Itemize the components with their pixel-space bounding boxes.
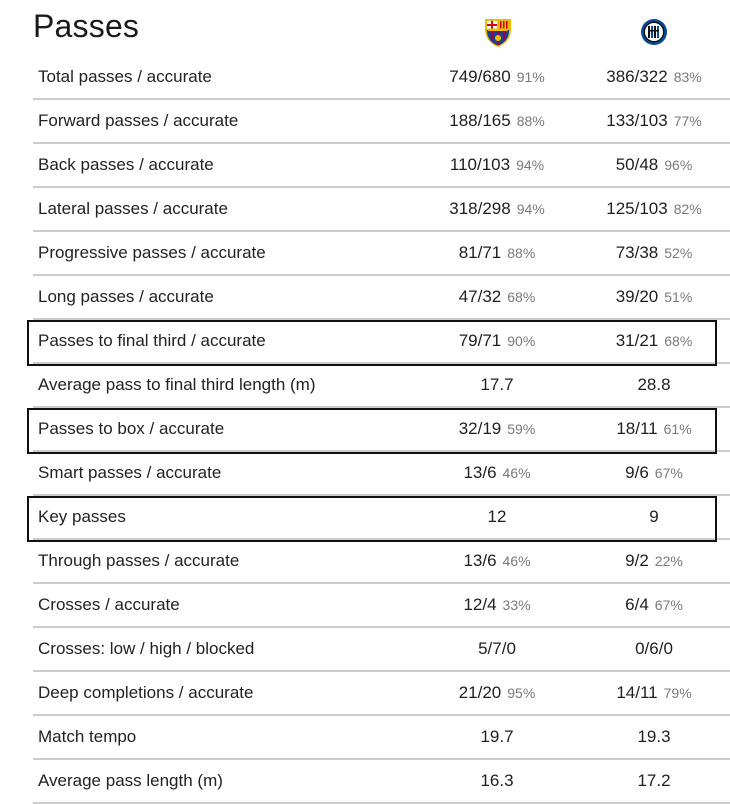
fc-barcelona-crest-icon xyxy=(483,16,513,53)
stat-label: Forward passes / accurate xyxy=(38,111,239,130)
stat-row xyxy=(33,364,730,408)
stat-label: Progressive passes / accurate xyxy=(38,243,266,262)
home-team-value xyxy=(417,188,577,230)
home-value-main: 5/7/0 xyxy=(478,639,516,658)
home-value-main: 12/4 xyxy=(463,595,497,614)
home-team-value xyxy=(417,628,577,670)
home-accuracy-percent: 94% xyxy=(516,201,545,217)
away-value-main: 9 xyxy=(649,507,659,526)
stat-row xyxy=(33,540,730,584)
stat-row xyxy=(33,452,730,496)
away-value-main: 31/21 xyxy=(615,331,659,350)
home-team-value xyxy=(417,716,577,758)
stat-label: Smart passes / accurate xyxy=(38,463,222,482)
home-value-main: 19.7 xyxy=(480,727,514,746)
away-value-main: 14/11 xyxy=(616,683,658,702)
away-value-main: 17.2 xyxy=(637,771,671,790)
home-team-value xyxy=(417,144,577,186)
away-team-value xyxy=(574,144,730,186)
stat-label: Passes to box / accurate xyxy=(38,419,225,438)
stat-label: Back passes / accurate xyxy=(38,155,214,174)
home-value-main: 32/19 xyxy=(458,419,502,438)
home-accuracy-percent: 88% xyxy=(507,245,536,261)
home-value-main: 110/103 xyxy=(449,155,511,174)
home-team-value xyxy=(417,232,577,274)
away-team-value xyxy=(574,628,730,670)
home-value-main: 749/680 xyxy=(449,67,511,86)
stat-label: Match tempo xyxy=(38,727,137,746)
home-team-value xyxy=(417,452,577,494)
inter-milan-crest-icon xyxy=(640,18,668,51)
home-accuracy-percent: 68% xyxy=(507,289,536,305)
home-accuracy-percent: 46% xyxy=(502,465,531,481)
away-accuracy-percent: 51% xyxy=(664,289,693,305)
away-accuracy-percent: 96% xyxy=(664,157,693,173)
home-value-main: 16.3 xyxy=(480,771,514,790)
stat-row xyxy=(33,716,730,760)
away-accuracy-percent: 68% xyxy=(664,333,693,349)
home-team-value xyxy=(417,100,577,142)
stat-row xyxy=(33,320,730,364)
away-value-main: 18/11 xyxy=(616,419,658,438)
stat-row xyxy=(33,496,730,540)
away-team-value xyxy=(574,584,730,626)
stat-label: Average pass to final third length (m) xyxy=(38,375,316,394)
home-value-main: 81/71 xyxy=(458,243,502,262)
stat-row xyxy=(33,672,730,716)
home-value-main: 13/6 xyxy=(463,463,497,482)
away-value-main: 0/6/0 xyxy=(635,639,673,658)
home-team-value xyxy=(417,320,577,362)
home-team-value xyxy=(417,56,577,98)
home-value-main: 79/71 xyxy=(458,331,502,350)
away-accuracy-percent: 67% xyxy=(654,597,683,613)
away-team-value xyxy=(574,452,730,494)
away-accuracy-percent: 52% xyxy=(664,245,693,261)
away-value-main: 28.8 xyxy=(637,375,671,394)
home-value-main: 12 xyxy=(487,507,507,526)
home-accuracy-percent: 33% xyxy=(502,597,531,613)
home-value-main: 21/20 xyxy=(458,683,502,702)
away-team-value xyxy=(574,496,730,538)
stat-row xyxy=(33,188,730,232)
away-value-main: 50/48 xyxy=(615,155,659,174)
away-accuracy-percent: 79% xyxy=(663,685,692,701)
away-accuracy-percent: 77% xyxy=(673,113,702,129)
stat-row xyxy=(33,408,730,452)
home-team-value xyxy=(417,672,577,714)
stat-label: Passes to final third / accurate xyxy=(38,331,266,350)
away-team-value xyxy=(574,672,730,714)
home-accuracy-percent: 94% xyxy=(516,157,545,173)
away-team-value xyxy=(574,408,730,450)
home-team-value xyxy=(417,584,577,626)
home-team-value xyxy=(417,496,577,538)
away-accuracy-percent: 22% xyxy=(654,553,683,569)
home-accuracy-percent: 95% xyxy=(507,685,536,701)
stat-row xyxy=(33,144,730,188)
page-title: Passes xyxy=(33,8,140,44)
away-value-main: 73/38 xyxy=(615,243,659,262)
home-team-value xyxy=(417,540,577,582)
stat-label: Through passes / accurate xyxy=(38,551,240,570)
stat-row xyxy=(33,584,730,628)
away-team-value xyxy=(574,364,730,406)
stat-row xyxy=(33,760,730,804)
home-value-main: 47/32 xyxy=(458,287,502,306)
stat-row xyxy=(33,232,730,276)
away-value-main: 6/4 xyxy=(625,595,649,614)
away-value-main: 125/103 xyxy=(606,199,668,218)
away-value-main: 9/6 xyxy=(625,463,649,482)
away-team-value xyxy=(574,56,730,98)
away-value-main: 133/103 xyxy=(606,111,668,130)
stat-label: Key passes xyxy=(38,507,126,526)
away-team-value xyxy=(574,232,730,274)
home-team-value xyxy=(417,408,577,450)
away-value-main: 386/322 xyxy=(606,67,668,86)
stat-label: Average pass length (m) xyxy=(38,771,223,790)
away-accuracy-percent: 83% xyxy=(673,69,702,85)
home-value-main: 318/298 xyxy=(449,199,511,218)
away-value-main: 39/20 xyxy=(615,287,659,306)
away-accuracy-percent: 82% xyxy=(673,201,702,217)
home-value-main: 13/6 xyxy=(463,551,497,570)
stat-label: Crosses / accurate xyxy=(38,595,180,614)
passes-stats-table xyxy=(33,56,730,804)
home-accuracy-percent: 91% xyxy=(516,69,545,85)
away-team-value xyxy=(574,540,730,582)
stat-row xyxy=(33,56,730,100)
home-team-value xyxy=(417,760,577,802)
away-team-value xyxy=(574,276,730,318)
away-value-main: 19.3 xyxy=(637,727,671,746)
home-accuracy-percent: 59% xyxy=(507,421,536,437)
home-accuracy-percent: 88% xyxy=(516,113,545,129)
home-value-main: 17.7 xyxy=(480,375,514,394)
away-value-main: 9/2 xyxy=(625,551,649,570)
home-team-value xyxy=(417,276,577,318)
stat-label: Lateral passes / accurate xyxy=(38,199,228,218)
stat-row xyxy=(33,628,730,672)
stat-row xyxy=(33,100,730,144)
away-accuracy-percent: 61% xyxy=(663,421,692,437)
stat-label: Total passes / accurate xyxy=(38,67,212,86)
home-value-main: 188/165 xyxy=(449,111,511,130)
home-team-value xyxy=(417,364,577,406)
home-accuracy-percent: 90% xyxy=(507,333,536,349)
away-team-value xyxy=(574,760,730,802)
away-team-value xyxy=(574,100,730,142)
away-team-value xyxy=(574,320,730,362)
home-accuracy-percent: 46% xyxy=(502,553,531,569)
stat-label: Long passes / accurate xyxy=(38,287,214,306)
stat-label: Deep completions / accurate xyxy=(38,683,254,702)
away-team-value xyxy=(574,188,730,230)
away-team-value xyxy=(574,716,730,758)
stat-label: Crosses: low / high / blocked xyxy=(38,639,255,658)
stat-row xyxy=(33,276,730,320)
away-accuracy-percent: 67% xyxy=(654,465,683,481)
